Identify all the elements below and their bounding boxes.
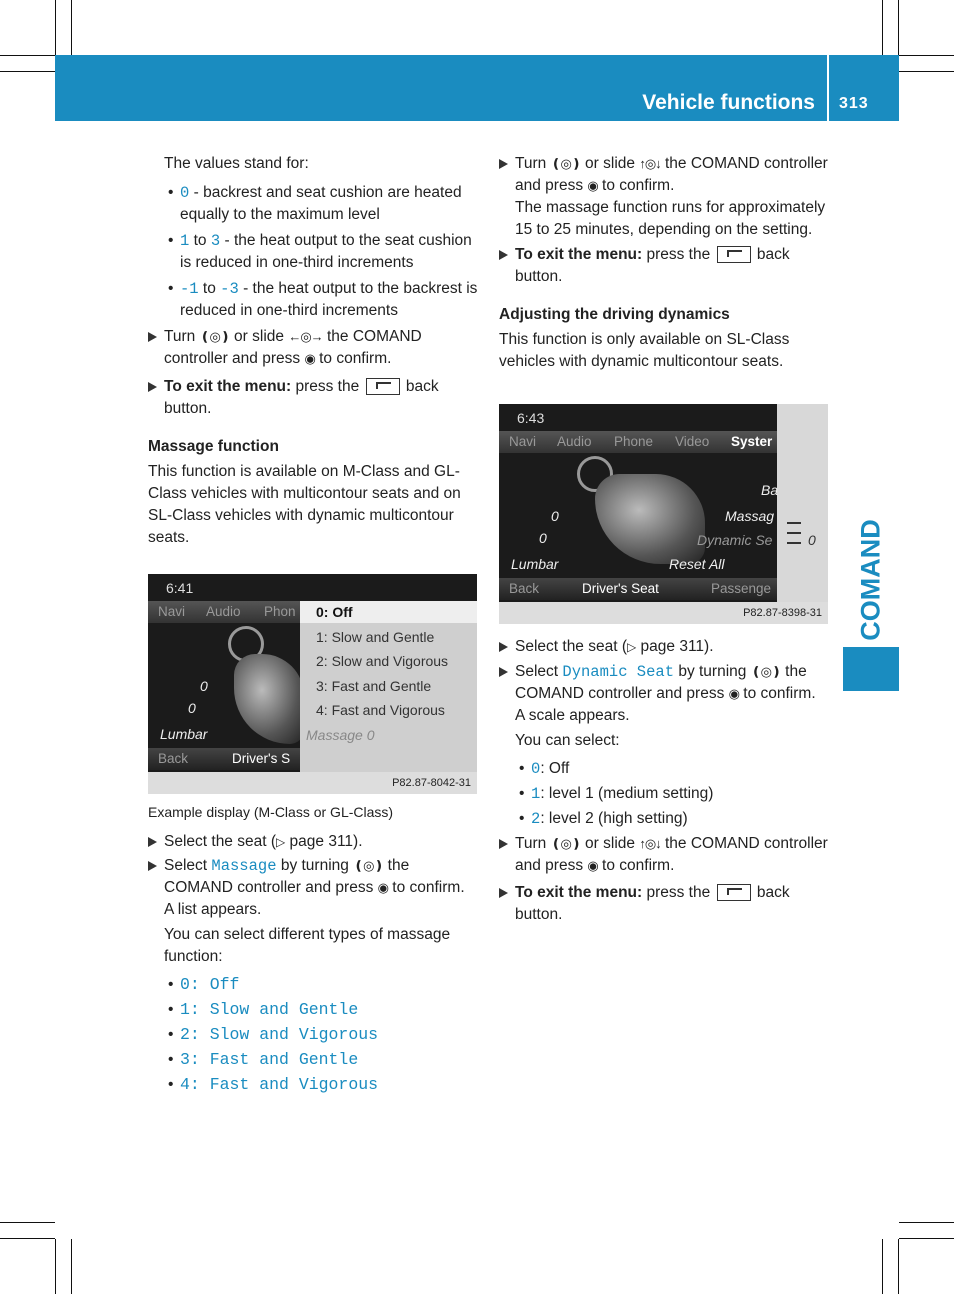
list-item: • 3: Fast and Gentle xyxy=(168,1050,359,1069)
screen-footer xyxy=(499,578,777,600)
arrow-icon xyxy=(148,382,157,392)
crop-mark xyxy=(899,1222,954,1223)
footer-item: Back xyxy=(158,751,189,766)
crop-mark xyxy=(0,1238,55,1239)
crop-mark xyxy=(899,1238,954,1239)
dynamics-heading: Adjusting the driving dynamics xyxy=(499,306,730,323)
slide-left-right-icon: ←◎→ xyxy=(288,329,323,344)
page-ref-icon: ▷ xyxy=(627,640,637,654)
press-icon: ◉ xyxy=(728,686,739,701)
seat-image xyxy=(595,474,705,564)
list-appears: A list appears. xyxy=(164,901,262,918)
crop-mark xyxy=(71,1239,72,1294)
comand-screen-dynamics xyxy=(499,404,828,602)
list-option: 1: Slow and Gentle xyxy=(316,629,435,645)
step-turn: Turn ❪◎❫ or slide ↑◎↓ the COMAND controller and press ◉ to confirm. xyxy=(499,153,829,197)
nav-item: Phone xyxy=(614,434,654,449)
screen-label: Lumbar xyxy=(511,556,559,572)
figure-caption: Example display (M-Class or GL-Class) xyxy=(148,804,394,820)
arrow-icon xyxy=(499,839,508,849)
nav-item: Phon xyxy=(264,604,296,619)
list-option: 0: Off xyxy=(316,604,353,620)
screen-label: 0 xyxy=(539,530,547,546)
list-item: • 1: level 1 (medium setting) xyxy=(519,785,714,803)
page-ref-icon: ▷ xyxy=(276,835,286,849)
screen-time: 6:41 xyxy=(166,580,194,596)
list-item: • 2: Slow and Vigorous xyxy=(168,1025,379,1044)
left-column-upper xyxy=(148,153,480,549)
turn-controller-icon: ❪◎❫ xyxy=(550,156,581,171)
list-item: • 2: level 2 (high setting) xyxy=(519,810,688,828)
list-option: 2: Slow and Vigorous xyxy=(316,653,449,669)
list-item: • 0: Off xyxy=(519,760,570,778)
press-icon: ◉ xyxy=(304,351,315,366)
screen-label: 0 xyxy=(808,532,816,548)
turn-controller-icon: ❪◎❫ xyxy=(550,836,581,851)
slide-up-down-icon: ↑◎↓ xyxy=(639,836,661,851)
values-intro: The values stand for: xyxy=(164,155,309,172)
turn-controller-icon: ❪◎❫ xyxy=(353,858,384,873)
step-select-massage: Select Massage by turning ❪◎❫ the COMAND controller and press ◉ to confirm. xyxy=(148,855,480,899)
right-column-upper xyxy=(499,153,829,373)
list-option: 4: Fast and Vigorous xyxy=(316,702,445,718)
screen-footer xyxy=(148,748,300,770)
massage-heading: Massage function xyxy=(148,438,279,455)
screen-menu-item: Dynamic Se xyxy=(697,532,773,548)
screen-label: 0 xyxy=(200,678,208,694)
seat-image xyxy=(234,654,304,744)
slide-up-down-icon: ↑◎↓ xyxy=(639,156,661,171)
list-item: • 1: Slow and Gentle xyxy=(168,1000,359,1019)
list-option: 3: Fast and Gentle xyxy=(316,678,432,694)
step-select-dynamic-seat: Select Dynamic Seat by turning ❪◎❫ the COMAND controller and press ◉ to confirm. xyxy=(499,661,829,705)
side-tab xyxy=(843,520,899,640)
figure-id: P82.87-8398-31 xyxy=(499,602,828,624)
crop-mark xyxy=(71,0,72,55)
step-exit: To exit the menu: press the back button. xyxy=(148,376,480,420)
nav-item: Navi xyxy=(158,604,186,619)
crop-mark xyxy=(55,0,56,55)
figure-id: P82.87-8042-31 xyxy=(148,772,477,794)
crop-mark xyxy=(0,71,55,72)
comand-screen-massage xyxy=(148,574,477,772)
scale-mark xyxy=(787,522,801,524)
nav-item: Audio xyxy=(206,604,241,619)
nav-item: Video xyxy=(675,434,710,449)
step-turn: Turn ❪◎❫ or slide ←◎→ the COMAND controller and press ◉ to confirm. xyxy=(148,326,480,370)
crop-mark xyxy=(899,55,954,56)
list-item: • 0: Off xyxy=(168,975,240,994)
arrow-icon xyxy=(148,837,157,847)
side-tab-block xyxy=(843,647,899,691)
page-number: 313 xyxy=(839,95,869,112)
arrow-icon xyxy=(148,332,157,342)
crop-mark xyxy=(899,71,954,72)
massage-runs: The massage function runs for approximately 15 to 25 minutes, depending on the setting. xyxy=(515,199,826,238)
crop-mark xyxy=(0,55,55,56)
screen-label: 0 xyxy=(551,508,559,524)
screen-label: Lumbar xyxy=(160,726,208,742)
screen-time: 6:43 xyxy=(517,410,545,426)
list-item: • 4: Fast and Vigorous xyxy=(168,1075,379,1094)
nav-item: Syster xyxy=(731,434,773,449)
arrow-icon xyxy=(148,861,157,871)
left-column-lower xyxy=(148,801,480,1099)
step-select-seat: Select the seat (▷ page 311). xyxy=(148,831,480,853)
back-button-icon xyxy=(717,246,751,263)
back-button-icon xyxy=(366,378,400,395)
crop-mark xyxy=(882,0,883,55)
arrow-icon xyxy=(499,667,508,677)
massage-text: This function is available on M-Class and GL-Class vehicles with multicontour seats and on SL-Class vehicles with dynamic multicontour seats. xyxy=(148,463,461,546)
list-item: • 1 to 3 - the heat output to the seat cushion is reduced in one-third increments xyxy=(168,232,472,271)
screen-menu-item: Ba xyxy=(761,482,779,498)
screen-menu-item: Massag xyxy=(725,508,775,524)
screen-side-panel xyxy=(777,404,828,602)
side-tab-label: COMAND xyxy=(855,519,886,641)
press-icon: ◉ xyxy=(377,880,388,895)
can-select-text: You can select: xyxy=(515,732,620,749)
back-button-icon xyxy=(717,884,751,901)
massage-list xyxy=(300,601,477,772)
crop-mark xyxy=(55,1239,56,1294)
header-divider xyxy=(827,55,829,121)
scale-mark xyxy=(787,532,801,534)
step-select-seat: Select the seat (▷ page 311). xyxy=(499,636,829,658)
screen-nav xyxy=(499,431,777,453)
screen-label: 0 xyxy=(188,700,196,716)
press-icon: ◉ xyxy=(587,858,598,873)
list-item: • 0 - backrest and seat cushion are heated equally to the maximum level xyxy=(168,184,462,223)
screen-menu-item: Reset All xyxy=(669,556,725,572)
scale-appears: A scale appears. xyxy=(515,707,630,724)
crop-mark xyxy=(882,1239,883,1294)
scale-mark xyxy=(787,542,801,544)
arrow-icon xyxy=(499,159,508,169)
footer-item: Passenge xyxy=(711,581,772,596)
crop-mark xyxy=(0,1222,55,1223)
footer-item: Driver's Seat xyxy=(582,581,659,596)
step-exit: To exit the menu: press the back button. xyxy=(499,244,829,288)
page-header xyxy=(55,55,899,121)
crop-mark xyxy=(898,1239,899,1294)
turn-controller-icon: ❪◎❫ xyxy=(750,664,781,679)
footer-item: Driver's S xyxy=(232,751,291,766)
list-option: Massage 0 xyxy=(306,727,375,743)
step-turn: Turn ❪◎❫ or slide ↑◎↓ the COMAND controller and press ◉ to confirm. xyxy=(499,833,829,877)
can-select-text: You can select different types of massage function: xyxy=(164,926,451,965)
step-exit: To exit the menu: press the back button. xyxy=(499,882,829,926)
arrow-icon xyxy=(499,250,508,260)
list-item: • -1 to -3 - the heat output to the backrest is reduced in one-third increments xyxy=(168,280,478,319)
arrow-icon xyxy=(499,888,508,898)
dynamics-text: This function is only available on SL-Class vehicles with dynamic multicontour seats. xyxy=(499,331,790,370)
nav-item: Audio xyxy=(557,434,592,449)
nav-item: Navi xyxy=(509,434,537,449)
section-title: Vehicle functions xyxy=(642,91,815,114)
press-icon: ◉ xyxy=(587,178,598,193)
right-column-lower xyxy=(499,636,829,926)
footer-item: Back xyxy=(509,581,540,596)
crop-mark xyxy=(898,0,899,55)
turn-controller-icon: ❪◎❫ xyxy=(199,329,230,344)
arrow-icon xyxy=(499,642,508,652)
